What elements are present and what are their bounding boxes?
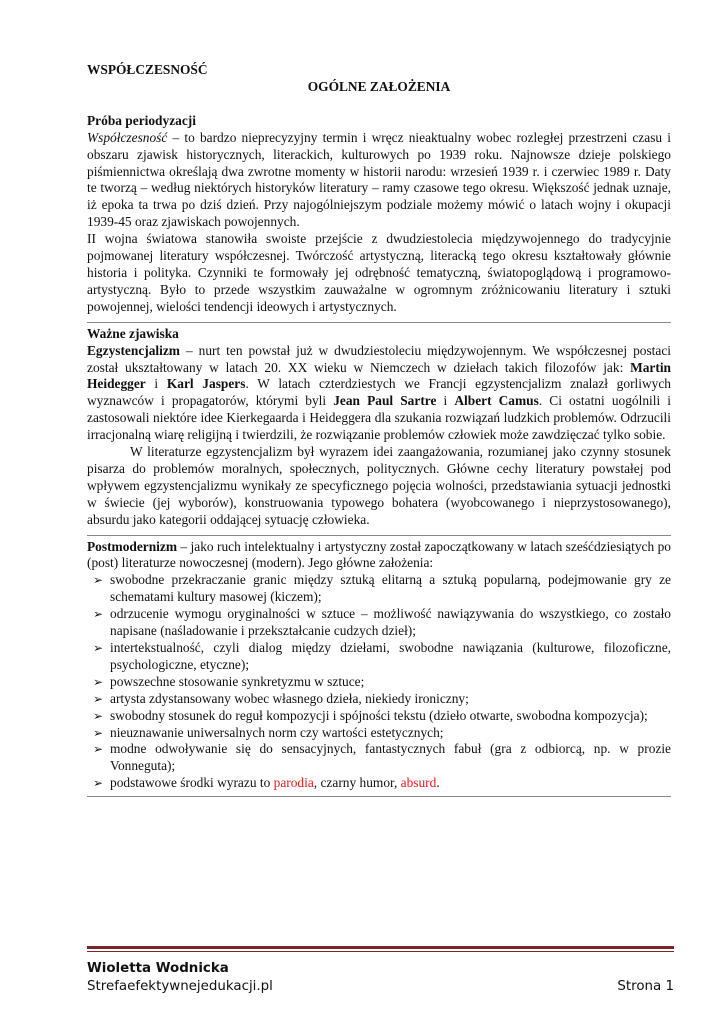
periodization-text: – to bardzo nieprecyzyjny termin i wręcz nieaktualny wobec rozległej przestrzeni czasu i obszaru zjawisk historycznych, literackich, kulturowych po 1939 roku. Najnowsze dzieje polskiego piśmiennictwa określają dwa zwrotne momenty w historii narodu: wrzesień 1939 r. i czerwiec 1989 r. Daty te tworzą – według niektórych historyków literatury – ramy czasowe tego okresu. Większość jednak uznaje, iż epoka ta trwa po dziś dzień. Przy najogólniejszym podziale możemy mówić o latach wojny i okupacji 1939-45 oraz zjawiskach powojennych. <box>87 129 671 230</box>
document-body <box>87 62 671 800</box>
existentialism-text: . Ci ostatni uogólnili i zastosowali niektóre idee Kierkegaarda i Heideggera dla szukania rozwiązań ludzkich problemów. Odrzucili irracjonalną wiarę religijną i twierdzili, że rozwiązanie problemów człowiek może zawdzięczać tylko sobie. <box>87 393 671 443</box>
phenomena-section <box>87 326 671 529</box>
name-jaspers: Karl Jaspers <box>166 376 246 392</box>
arrow-bullet-icon: ➢ <box>93 691 104 706</box>
arrow-bullet-icon: ➢ <box>93 776 104 791</box>
section-divider <box>87 322 671 323</box>
list-item-text: . <box>436 775 440 791</box>
footer-divider-thick <box>87 946 674 949</box>
periodization-paragraph-1 <box>87 130 671 231</box>
postmodernism-intro <box>87 539 671 573</box>
name-sartre: Jean Paul Sartre <box>333 393 437 409</box>
list-item-text: nieuznawanie uniwersalnych norm czy wartości estetycznych; <box>110 724 444 740</box>
term-wspolczesnosc: Współczesność <box>87 129 168 145</box>
list-item-text: podstawowe środki wyrazu to <box>110 775 274 791</box>
existentialism-paragraph-2: W literaturze egzystencjalizm był wyrazem idei zaangażowania, rozumianej jako czynny stosunek pisarza do problemów moralnych, społecznych, politycznych. Główne cechy literatury powstałej pod wpływem egzystencjalizmu wynikały ze specyficznego pojęcia wolności, przedstawiania sytuacji jednostki w świecie (jej wyborów), konstruowania typowego bohatera (wyobcowanego i nieprzystosowanego), absurdu jako kategorii oddającej sytuację człowieka. <box>87 444 671 527</box>
list-item <box>87 708 671 725</box>
arrow-bullet-icon: ➢ <box>93 708 104 723</box>
arrow-bullet-icon: ➢ <box>93 641 104 655</box>
existentialism-text: – nurt ten powstał już w dwudziestoleciu międzywojennym. We współczesnej postaci został ukształtowany w latach 20. XX wieku w Niemczech w dziełach takich filozofów jak: <box>87 342 671 375</box>
footer-website: Strefaefektywnejedukacji.pl <box>87 979 273 994</box>
arrow-bullet-icon: ➢ <box>93 607 104 622</box>
highlight-parodia: parodia <box>273 775 314 791</box>
list-item-text: swobodny stosunek do reguł kompozycji i spójności tekstu (dzieło otwarte, swobodna kompozycja); <box>110 707 648 723</box>
list-item <box>87 640 671 674</box>
name-heidegger: Martin Heidegger <box>87 359 671 392</box>
periodization-section <box>87 113 671 316</box>
arrow-bullet-icon: ➢ <box>93 725 104 740</box>
arrow-bullet-icon: ➢ <box>93 573 104 588</box>
postmodernism-intro-text: – jako ruch intelektualny i artystyczny został zapoczątkowany w latach sześćdziesiątych po (post) literaturze nowoczesnej (modern). Jego główne założenia: <box>87 538 671 571</box>
footer-author: Wioletta Wodnicka <box>87 961 229 976</box>
term-existentialism: Egzystencjalizm <box>87 342 180 358</box>
postmodernism-features-list <box>87 572 671 792</box>
document-subtitle: OGÓLNE ZAŁOŻENIA <box>307 78 451 94</box>
existentialism-paragraph-1 <box>87 343 671 444</box>
list-item <box>87 606 671 640</box>
highlight-absurd: absurd <box>400 775 437 791</box>
arrow-bullet-icon: ➢ <box>93 674 104 689</box>
list-item-text: intertekstualność, czyli dialog między dziełami, swobodne nawiązania (kulturowe, filozoficzne, psychologiczne, etyczne); <box>110 640 671 672</box>
list-item-text: swobodne przekraczanie granic między sztuką elitarną a sztuką popularną, podejmowanie gry ze schematami kultury masowej (kiczem); <box>110 572 671 605</box>
footer-divider-thin <box>87 951 674 952</box>
name-camus: Albert Camus <box>454 393 539 409</box>
list-item <box>87 775 671 792</box>
list-item <box>87 725 671 742</box>
page-footer <box>87 946 674 994</box>
section-divider <box>87 796 671 797</box>
list-item-text: powszechne stosowanie synkretyzmu w sztuce; <box>110 673 365 689</box>
list-item <box>87 674 671 691</box>
existentialism-text: i <box>145 376 167 392</box>
list-item-text: artysta zdystansowany wobec własnego dzieła, niekiedy ironiczny; <box>110 690 469 706</box>
document-title: WSPÓŁCZESNOŚĆ <box>87 62 208 77</box>
phenomena-heading: Ważne zjawiska <box>87 325 179 341</box>
list-item-text: , czarny humor, <box>313 775 401 791</box>
section-divider <box>87 535 671 536</box>
term-postmodernism: Postmodernizm <box>87 538 177 554</box>
list-item-text: modne odwoływanie się do sensacyjnych, fantastycznych fabuł (gra z odbiorcą, np. w prozie Vonneguta); <box>110 741 671 774</box>
periodization-paragraph-2: II wojna światowa stanowiła swoiste przejście z dwudziestolecia międzywojennego do tradycyjnie pojmowanej literatury współczesnej. Twórczość artystyczną, literacką tego okresu kształtowały głównie historia i polityka. Czynniki te formowały jej odrębność tematyczną, światopoglądową i programowo-artystyczną. Było to przede wszystkim zauważalne w ogromnym zróżnicowaniu literatury i sztuki powojennej, wielości tendencji ideowych i artystycznych. <box>87 231 671 314</box>
postmodernism-section <box>87 539 671 793</box>
footer-page-number: Strona 1 <box>617 979 674 994</box>
list-item-text: odrzucenie wymogu oryginalności w sztuce – możliwość nawiązywania do wszystkiego, co zostało napisane (naśladowanie i przekształcanie cudzych dzieł); <box>110 606 671 639</box>
existentialism-text: i <box>436 393 455 409</box>
footer-row <box>87 979 674 994</box>
list-item <box>87 691 671 708</box>
list-item <box>87 572 671 606</box>
arrow-bullet-icon: ➢ <box>93 742 104 757</box>
periodization-heading: Próba periodyzacji <box>87 112 196 128</box>
existentialism-text: . W latach czterdziestych we Francji egzystencjalizm znalazł gorliwych wyznawców i propagatorów, którymi byli <box>87 376 671 409</box>
list-item <box>87 741 671 775</box>
